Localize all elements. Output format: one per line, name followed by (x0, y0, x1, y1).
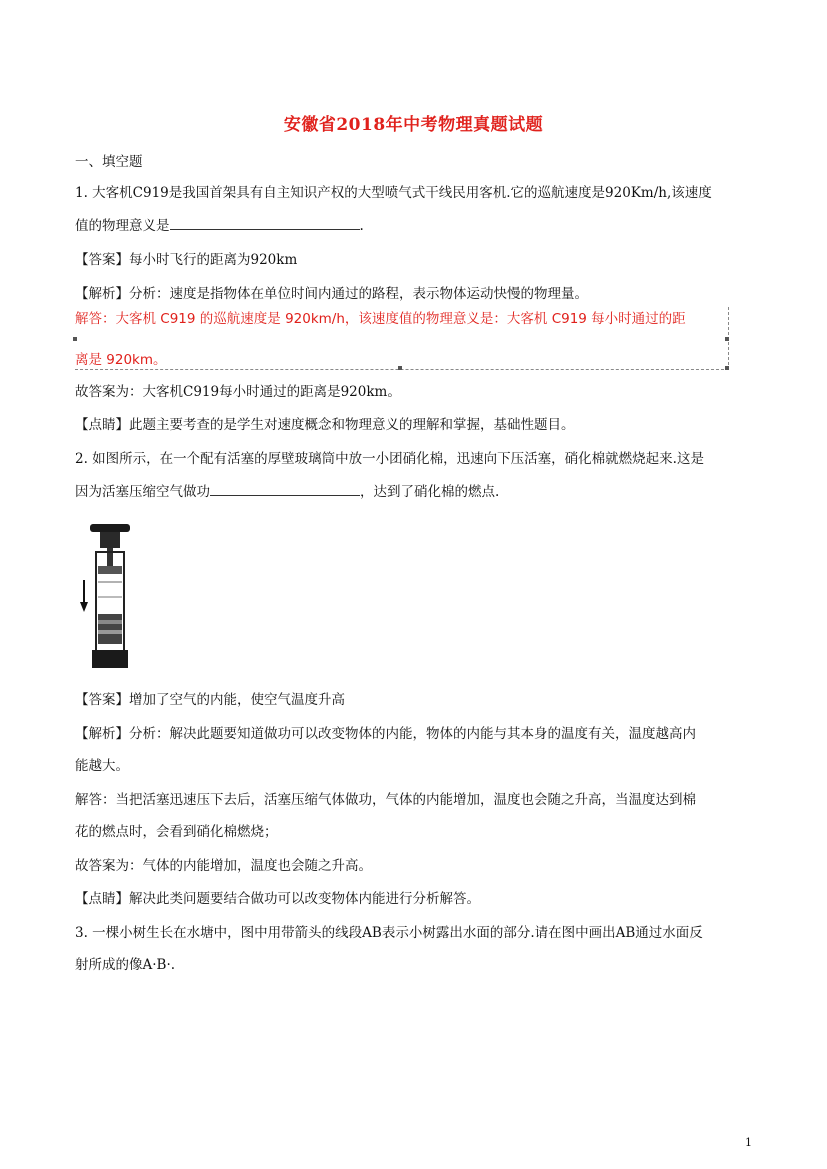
page-title: 安徽省2018年中考物理真题试题 (283, 115, 544, 135)
q1-text-line2 (75, 215, 765, 236)
q1-text-line1: 1. 大客机C919是我国首架具有自主知识产权的大型喷气式干线民用客机.它的巡航速度是920Km/h,该速度 (75, 185, 712, 201)
q2-text-line2-pre: 因为活塞压缩空气做功 (75, 484, 210, 500)
resize-handle-left[interactable] (73, 337, 77, 341)
page-number: 1 (745, 1136, 752, 1149)
q2-text-line2 (75, 481, 765, 502)
q1-text-line2-pre: 值的物理意义是 (75, 218, 170, 234)
q1-answer: 【答案】每小时飞行的距离为920km (75, 252, 298, 268)
q1-answer-blank[interactable] (170, 215, 360, 230)
resize-handle-right[interactable] (725, 337, 729, 341)
q2-solve-line1: 解答：当把活塞迅速压下去后，活塞压缩气体做功，气体的内能增加，温度也会随之升高，当温度达到棉 (75, 792, 696, 808)
q2-analysis-line1: 【解析】分析：解决此题要知道做功可以改变物体的内能，物体的内能与其本身的温度有关，温度越高内 (75, 726, 696, 742)
q2-text-line1: 2. 如图所示，在一个配有活塞的厚壁玻璃筒中放一小团硝化棉，迅速向下压活塞，硝化棉就燃烧起来.这是 (75, 451, 704, 467)
q1-solution-line1: 解答：大客机 C919 的巡航速度是 920km/h，该速度值的物理意义是：大客机 C919 每小时通过的距 (75, 311, 686, 327)
q1-analysis: 【解析】分析：速度是指物体在单位时间内通过的路程，表示物体运动快慢的物理量。 (75, 286, 588, 302)
q2-answer-blank[interactable] (210, 481, 360, 496)
q2-comment: 【点睛】解决此类问题要结合做功可以改变物体内能进行分析解答。 (75, 891, 480, 907)
q3-text-line1: 3. 一棵小树生长在水塘中，图中用带箭头的线段AB表示小树露出水面的部分.请在图中画出AB通过水面反 (75, 925, 703, 941)
q3-text-line2: 射所成的像A·B·. (75, 957, 176, 973)
q2-text-line2-post: ，达到了硝化棉的燃点. (360, 484, 500, 500)
q1-solution-line2: 离是 920km。 (75, 352, 167, 368)
section-heading: 一、填空题 (75, 154, 143, 170)
q2-analysis-line2: 能越大。 (75, 758, 129, 774)
q1-conclusion: 故答案为：大客机C919每小时通过的距离是920km。 (75, 384, 401, 400)
q2-conclusion: 故答案为：气体的内能增加，温度也会随之升高。 (75, 858, 372, 874)
q1-text-line2-post: . (359, 218, 364, 234)
q2-answer: 【答案】增加了空气的内能，使空气温度升高 (75, 692, 345, 708)
piston-cylinder-figure (80, 522, 140, 672)
q1-comment: 【点睛】此题主要考查的是学生对速度概念和物理意义的理解和掌握，基础性题目。 (75, 417, 575, 433)
q2-solve-line2: 花的燃点时，会看到硝化棉燃烧； (75, 824, 278, 840)
